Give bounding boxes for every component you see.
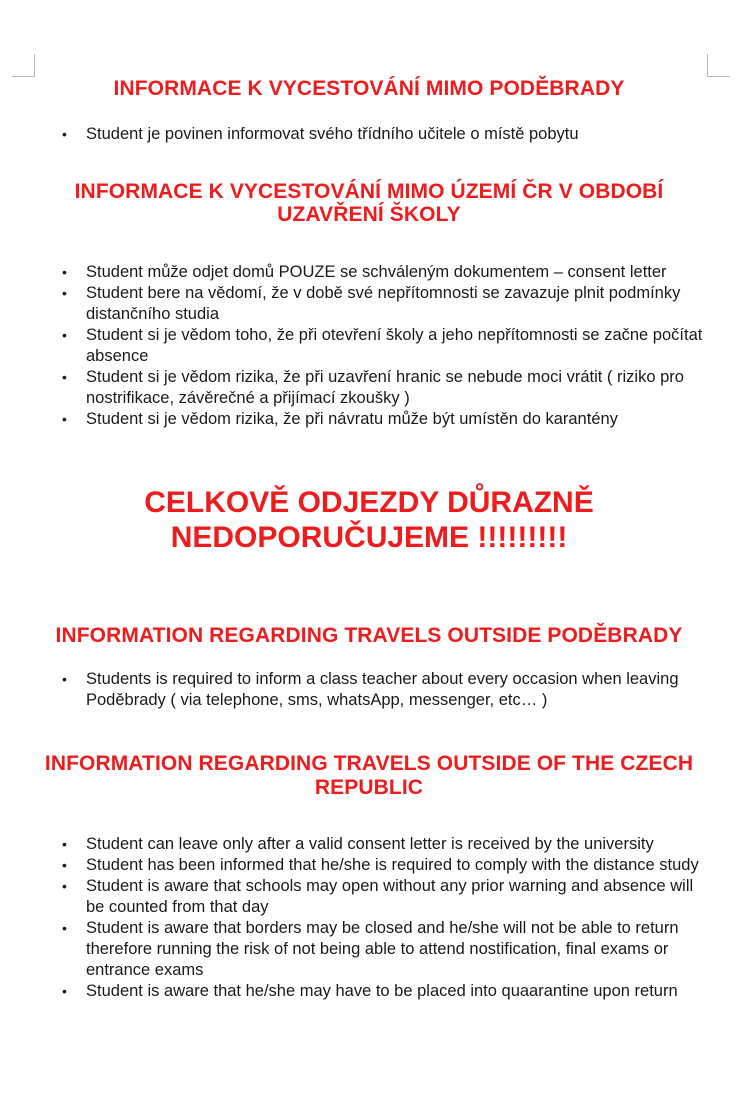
list-item: • Student si je vědom rizika, že při uzavření hranic se nebude moci vrátit ( riziko pro nostrifikace, závěrečné a přijímací zkoušky ) [62, 368, 684, 407]
en-list-podebrady [62, 669, 716, 711]
cz-heading-podebrady: INFORMACE K VYCESTOVÁNÍ MIMO PODĚBRADY [113, 77, 625, 100]
list-item: • Student has been informed that he/she is required to comply with the distance study [62, 856, 699, 874]
warning-heading-line1: CELKOVĚ ODJEZDY DŮRAZNĚ [144, 486, 594, 519]
en-heading-abroad-line2: REPUBLIC [314, 776, 424, 799]
bullet-icon: • [62, 857, 67, 873]
bullet-icon: • [62, 327, 67, 343]
list-item: • Student je povinen informovat svého třídního učitele o místě pobytu [62, 125, 579, 143]
bullet-icon: • [62, 836, 67, 852]
crop-mark-top-right [707, 54, 730, 77]
en-heading-podebrady: INFORMATION REGARDING TRAVELS OUTSIDE PODĚBRADY [55, 624, 683, 647]
en-heading-abroad-line1: INFORMATION REGARDING TRAVELS OUTSIDE OF THE CZECH [44, 752, 694, 775]
list-item: • Student can leave only after a valid consent letter is received by the university [62, 835, 654, 853]
list-item: • Student si je vědom toho, že při otevření školy a jeho nepřítomnosti se začne počítat absence [62, 326, 703, 365]
bullet-icon: • [62, 264, 67, 280]
bullet-icon: • [62, 920, 67, 936]
bullet-icon: • [62, 285, 67, 301]
list-item: • Students is required to inform a class teacher about every occasion when leaving Poděbrady ( via telephone, sms, whatsApp, messenger, etc… ) [62, 670, 679, 709]
bullet-icon: • [62, 369, 67, 385]
cz-list-podebrady [62, 124, 716, 145]
list-item: • Student is aware that borders may be closed and he/she will not be able to return therefore running the risk of not being able to attend nostification, final exams or entrance exams [62, 919, 679, 979]
cz-list-abroad [62, 262, 716, 430]
crop-mark-top-left [12, 54, 35, 77]
warning-heading-line2: NEDOPORUČUJEME !!!!!!!!! [170, 521, 568, 554]
cz-heading-abroad-line2: UZAVŘENÍ ŠKOLY [277, 203, 461, 226]
bullet-icon: • [62, 411, 67, 427]
bullet-icon: • [62, 983, 67, 999]
list-item: • Student is aware that schools may open without any prior warning and absence will be counted from that day [62, 877, 694, 916]
list-item: • Student si je vědom rizika, že při návratu může být umístěn do karantény [62, 410, 618, 428]
list-item: • Student is aware that he/she may have to be placed into quaarantine upon return [62, 982, 678, 1000]
bullet-icon: • [62, 126, 67, 142]
cz-heading-abroad-line1: INFORMACE K VYCESTOVÁNÍ MIMO ÚZEMÍ ČR V OBDOBÍ [74, 180, 664, 203]
bullet-icon: • [62, 671, 67, 687]
list-item: • Student může odjet domů POUZE se schváleným dokumentem – consent letter [62, 263, 667, 281]
bullet-icon: • [62, 878, 67, 894]
list-item: • Student bere na vědomí, že v době své nepřítomnosti se zavazuje plnit podmínky distančního studia [62, 284, 681, 323]
en-list-abroad [62, 834, 716, 1002]
